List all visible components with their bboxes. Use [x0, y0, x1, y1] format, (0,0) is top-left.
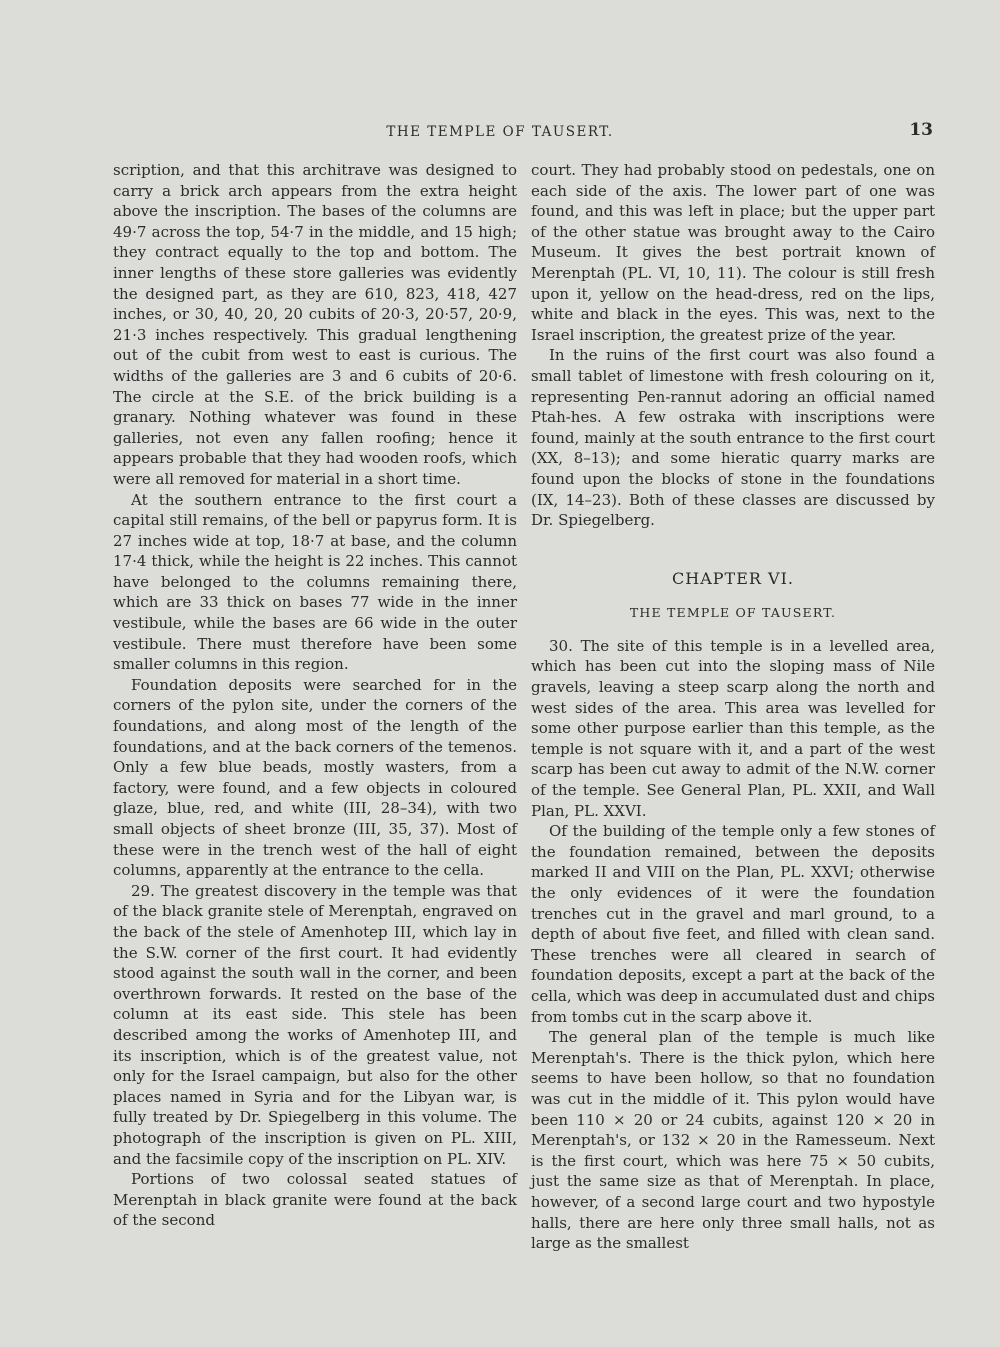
- running-head: THE TEMPLE OF TAUSERT.: [386, 124, 614, 140]
- page-number: 13: [909, 120, 933, 140]
- paragraph: 29. The greatest discovery in the temple was that of the black granite stele of Merenptah, engraved on the back of the stele of Amenhotep III, which lay in the S.W. corner of the first court. It had evidently stood against the south wall in the corner, and been overthrown forwards. It rested on the base of the column at its east side. This stele has been described among the works of Amenhotep III, and its inscription, which is of the greatest value, not only for the Israel campaign, but also for the other places named in Syria and for the Libyan war, is fully treated by Dr. Spiegelberg in this volume. The photograph of the inscription is given on PL. XIII, and the facsimile copy of the inscription on PL. XIV.: [113, 881, 517, 1168]
- chapter-subtitle: THE TEMPLE OF TAUSERT.: [629, 605, 837, 621]
- paragraph: The general plan of the temple is much like Merenptah's. There is the thick pylon, which here seems to have been hollow, so that no foundation was cut in the middle of it. This pylon would have been 110 × 20 or 24 cubits, against 120 × 20 in Merenptah's, or 132 × 20 in the Ramesseum. Next is the first court, which was here 75 × 50 cubits, just the same size as that of Merenptah. In place, however, of a second large court and two hypostyle halls, there are here only three small halls, not as large as the smallest: [531, 1028, 935, 1253]
- paragraph: Of the building of the temple only a few stones of the foundation remained, between the deposits marked II and VIII on the Plan, PL. XXVI; otherwise the only evidences of it were the foundation trenches cut in the gravel and marl ground, to a depth of about five feet, and filled with clean sand. These trenches were all cleared in search of foundation deposits, except a part at the back of the cella, which was deep in accumulated dust and chips from tombs cut in the scarp above it.: [531, 822, 935, 1026]
- paragraph: At the southern entrance to the first court a capital still remains, of the bell or papyrus form. It is 27 inches wide at top, 18·7 at base, and the column 17·4 thick, while the height is 22 inches. This cannot have belonged to the columns remaining there, which are 33 thick on bases 77 wide in the inner vestibule, while the bases are 66 wide in the outer vestibule. There must therefore have been some smaller columns in this region.: [113, 490, 517, 674]
- paragraph: Portions of two colossal seated statues of Merenptah in black granite were found at the back of the second: [113, 1170, 517, 1230]
- paragraph: In the ruins of the first court was also found a small tablet of limestone with fresh colouring on it, representing Pen-rannut adoring an official named Ptah-hes. A few ostraka with inscriptions were found, mainly at the south entrance to the first court (XX, 8–13); and some hieratic quarry marks are found upon the blocks of stone in the foundations (IX, 14–23). Both of these classes are discussed by Dr. Spiegelberg.: [531, 346, 935, 530]
- right-column: [531, 160, 935, 1254]
- paragraph: Foundation deposits were searched for in the corners of the pylon site, under the corners of the foundations, and along most of the length of the foundations, and at the back corners of the temenos. Only a few blue beads, mostly wasters, from a factory, were found, and a few objects in coloured glaze, blue, red, and white (III, 28–34), with two small objects of sheet bronze (III, 35, 37). Most of these were in the trench west of the hall of eight columns, apparently at the entrance to the cella.: [113, 675, 517, 880]
- left-column: [113, 160, 517, 1231]
- paragraph: court. They had probably stood on pedestals, one on each side of the axis. The lower part of one was found, and this was left in place; but the upper part of the other statue was brought away to the Cairo Museum. It gives the best portrait known of Merenptah (PL. VI, 10, 11). The colour is still fresh upon it, yellow on the head-dress, red on the lips, white and black in the eyes. This was, next to the Israel inscription, the greatest prize of the year.: [531, 161, 935, 344]
- paragraph: scription, and that this architrave was designed to carry a brick arch appears from the extra height above the inscription. The bases of the columns are 49·7 across the top, 54·7 in the middle, and 15 high; they contract equally to the top and bottom. The inner lengths of these store galleries was evidently the designed part, as they are 610, 823, 418, 427 inches, or 30, 40, 20, 20 cubits of 20·3, 20·57, 20·9, 21·3 inches respectively. This gradual lengthening out of the cubit from west to east is curious. The widths of the galleries are 3 and 6 cubits of 20·6. The circle at the S.E. of the brick building is a granary. Nothing whatever was found in these galleries, not even any fallen roofing; hence it appears probable that they had wooden roofs, which were all removed for material in a short time.: [113, 161, 517, 488]
- paragraph: 30. The site of this temple is in a levelled area, which has been cut into the sloping mass of Nile gravels, leaving a steep scarp along the north and west sides of the area. This area was levelled for some other purpose earlier than this temple, as the temple is not square with it, and a part of the west scarp has been cut away to admit of the N.W. corner of the temple. See General Plan, PL. XXII, and Wall Plan, PL. XXVI.: [531, 636, 935, 820]
- chapter-title: CHAPTER VI.: [672, 568, 794, 588]
